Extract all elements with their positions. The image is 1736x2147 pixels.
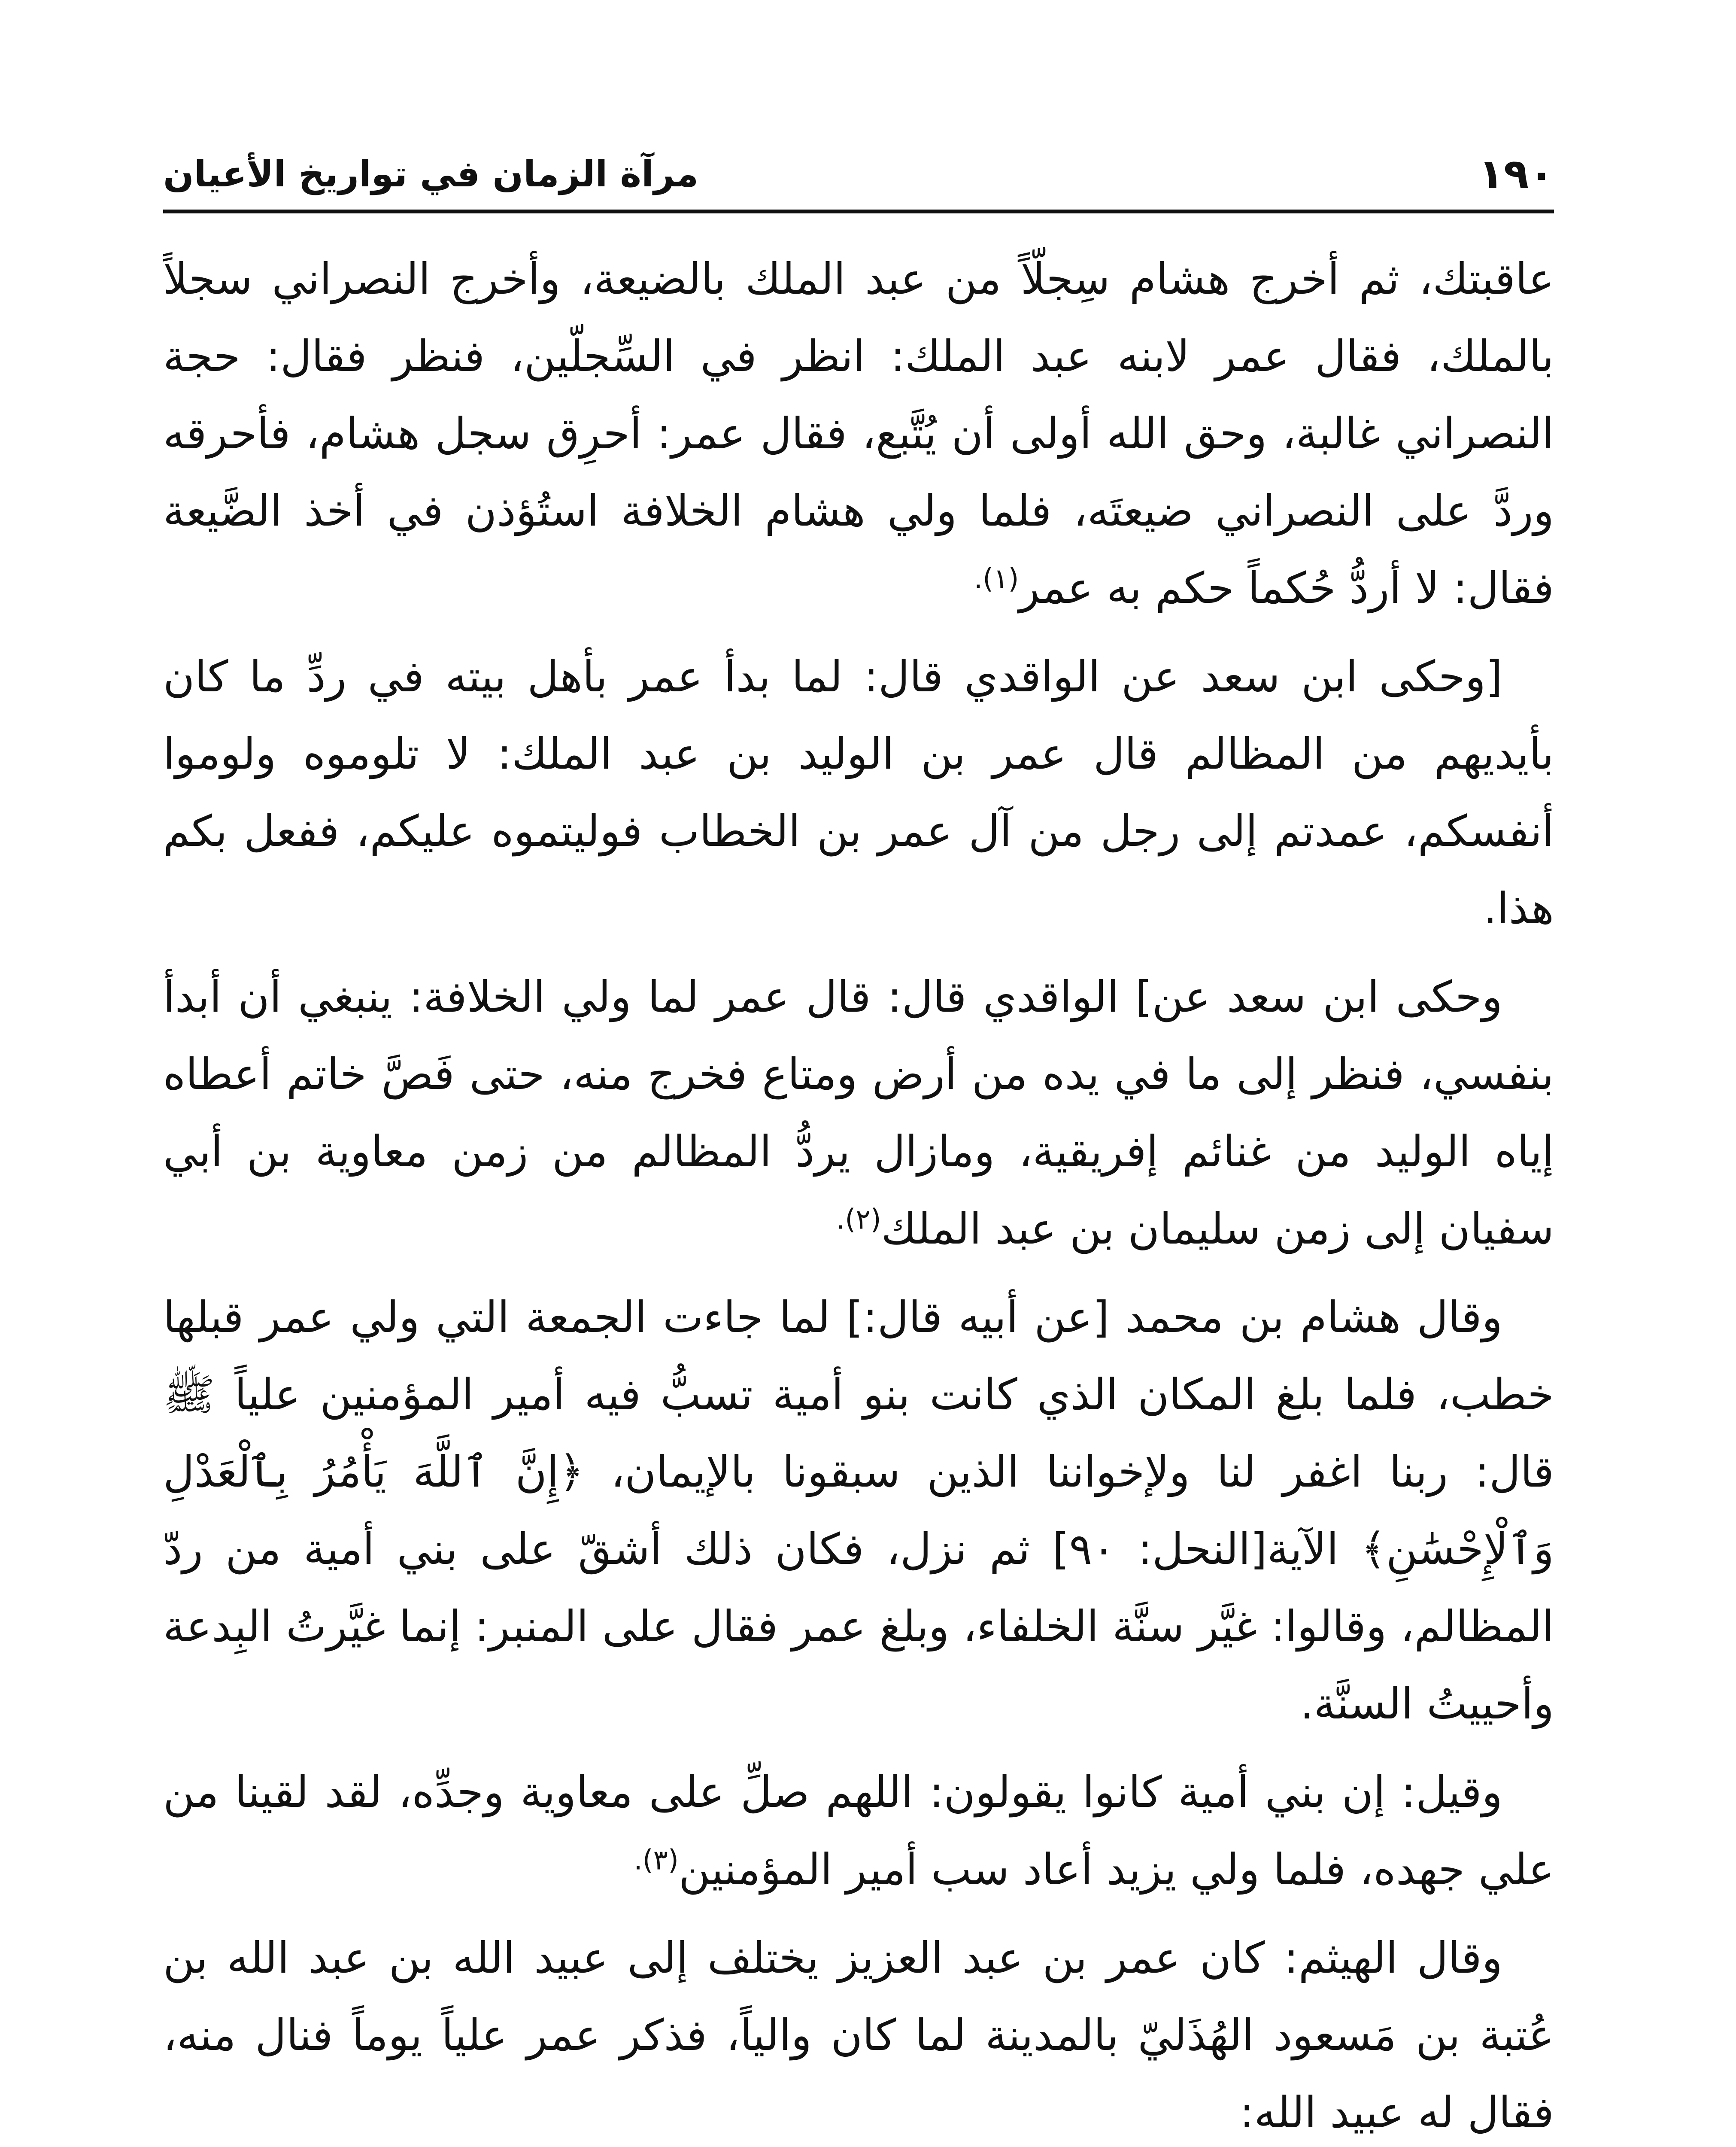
footnote-marker: (١). — [974, 563, 1019, 595]
main-text — [163, 240, 1554, 2147]
paragraph — [163, 1919, 1554, 2147]
paragraph — [163, 1279, 1554, 1743]
paragraph-text: عاقبتك، ثم أخرج هشام سِجلّاً من عبد الملك بالضيعة، وأخرج النصراني سجلاً بالملك، فقال عمر لابنه عبد الملك: انظر في السِّجلّين، فنظر فقال: حجة النصراني غالبة، وحق الله أولى أن يُتَّبع، فقال عمر: أحرِق سجل هشام، فأحرقه وردَّ على النصراني ضيعتَه، فلما ولي هشام الخلافة استُؤذن في أخذ الضَّيعة فقال: لا أردُّ حُكماً حكم به عمر — [163, 254, 1554, 613]
page-header — [163, 142, 1554, 215]
paragraph-text: [وحكى ابن سعد عن الواقدي قال: لما بدأ عمر بأهل بيته في ردِّ ما كان بأيديهم من المظالم قال عمر بن الوليد بن عبد الملك: لا تلوموه ولوموا أنفسكم، عمدتم إلى رجل من آل عمر بن الخطاب فوليتموه عليكم، ففعل بكم هذا. — [163, 651, 1554, 934]
page-number: ١٩٠ — [1478, 150, 1554, 198]
running-title: مرآة الزمان في تواريخ الأعيان — [163, 153, 699, 195]
paragraph — [163, 958, 1554, 1268]
paragraph — [163, 638, 1554, 947]
footnote-marker: (٣). — [634, 1844, 679, 1876]
paragraph — [163, 1754, 1554, 1908]
paragraph-text: وقيل: إن بني أمية كانوا يقولون: اللهم صلِّ على معاوية وجدِّه، لقد لقينا من علي جهده، فلما ولي يزيد أعاد سب أمير المؤمنين — [163, 1767, 1554, 1895]
paragraph-text: وحكى ابن سعد عن] الواقدي قال: قال عمر لما ولي الخلافة: ينبغي أن أبدأ بنفسي، فنظر إلى ما في يده من أرض ومتاع فخرج منه، حتى فَصَّ خاتم أعطاه إياه الوليد من غنائم إفريقية، ومازال يردُّ المظالم من زمن معاوية بن أبي سفيان إلى زمن سليمان بن عبد الملك — [163, 972, 1554, 1254]
header-rule — [163, 210, 1554, 213]
footnote-marker: (٢). — [836, 1204, 881, 1236]
paragraph-text: وقال الهيثم: كان عمر بن عبد العزيز يختلف إلى عبيد الله بن عبد الله بن عُتبة بن مَسعود الهُذَليّ بالمدينة لما كان والياً، فذكر عمر علياً يوماً فنال منه، فقال له عبيد الله: — [163, 1933, 1554, 2138]
paragraph-text: وقال هشام بن محمد [عن أبيه قال:] لما جاءت الجمعة التي ولي عمر قبلها خطب، فلما بلغ المكان الذي كانت بنو أمية تسبُّ فيه أمير المؤمنين علياً ﷺ قال: ربنا اغفر لنا ولإخواننا الذين سبقونا بالإيمان، ﴿إِنَّ ٱللَّهَ يَأْمُرُ بِٱلْعَدْلِ وَٱلْإِحْسَٰنِ﴾ الآية[النحل: ٩٠] ثم نزل، فكان ذلك أشقّ على بني أمية من ردّ المظالم، وقالوا: غيَّر سنَّة الخلفاء، وبلغ عمر فقال على المنبر: إنما غيَّرتُ البِدعة وأحييتُ السنَّة. — [163, 1292, 1554, 1729]
paragraph — [163, 240, 1554, 627]
